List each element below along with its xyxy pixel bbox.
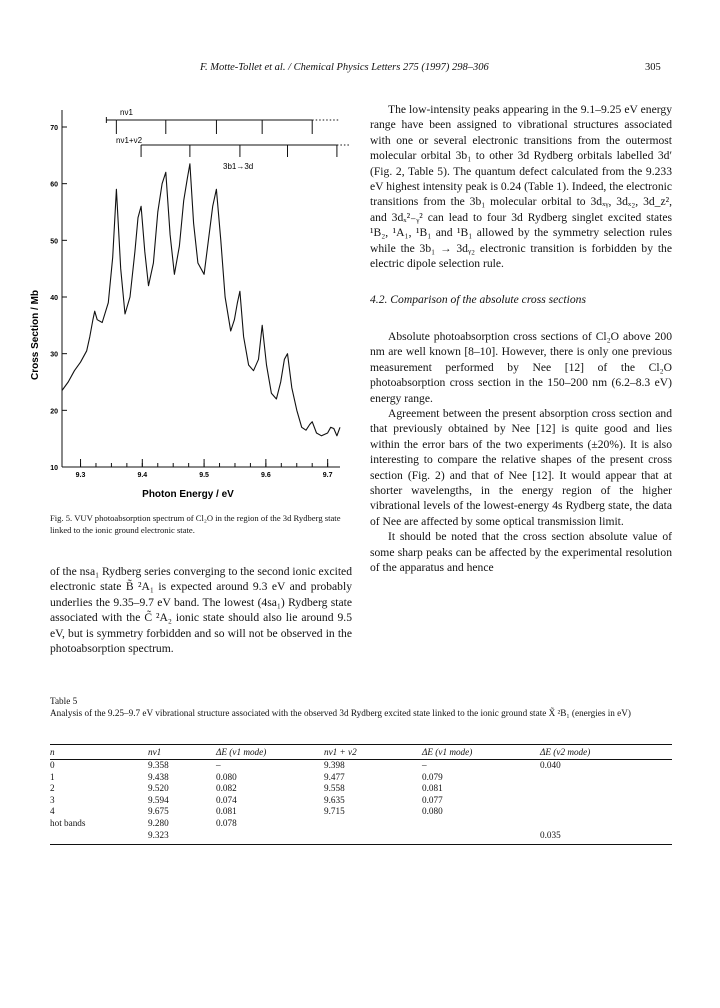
spectrum-line — [62, 164, 340, 436]
paragraph: Agreement between the present absorption cross section and that previously obtained by Nee [12] is quite good and lies within the error bars of the two experiments (±20%). It is also interesting to compare the relative shapes of the present cross section (Fig. 2) and that of Nee [12]. It would appear that at shorter wavelengths, in the energy region of the higher vibrational levels of the lowest-energy 4s Rydberg state, the data of Nee are affected by some optical transmission limit. — [370, 406, 672, 528]
y-ticks — [50, 125, 67, 472]
annotation-nv1-v2: nν1+ν2 — [116, 136, 143, 145]
table-cell — [540, 818, 672, 830]
x-tick-label: 9.3 — [75, 472, 86, 479]
table-cell: 3 — [50, 794, 55, 805]
table-header-cell: n — [50, 745, 148, 760]
table-cell: 2 — [50, 783, 55, 794]
table-cell: 0.081 — [422, 783, 443, 794]
figure-5 — [20, 95, 350, 505]
paragraph: It should be noted that the cross section absolute value of some sharp peaks can be affected by the experimental resolution of the apparatus and hence — [370, 530, 672, 574]
y-tick-label: 20 — [50, 408, 58, 416]
x-tick-label: 9.7 — [322, 472, 333, 479]
table-cell: 0.080 — [422, 806, 443, 817]
table-cell: 0.074 — [216, 794, 237, 805]
x-ticks — [76, 459, 333, 479]
table-cell: 9.594 — [148, 794, 169, 805]
table-cell: 9.438 — [148, 771, 169, 782]
paragraph: of the nsa₁ Rydberg series converging to the second ionic excited electronic state B̃ ²A₁ is expected around 9.3 eV and probably underlies the 9.35–9.7 eV band. The lowest (4sa₁) Rydberg state associated with the C̃ ²A₂ ionic state should also lie around 9.5 eV, but is symmetry forbidden and so will not be observed in the photoabsorption spectrum. — [50, 565, 352, 656]
table-row — [50, 783, 672, 795]
table-title: Table 5 — [50, 696, 78, 706]
table-cell: hot bands — [50, 817, 86, 828]
x-tick-label: 9.6 — [260, 472, 271, 479]
table-cell: 0.077 — [422, 794, 443, 805]
table-cell: – — [216, 760, 221, 770]
table-cell: 1 — [50, 771, 55, 782]
table-cell: 0.082 — [216, 783, 237, 794]
table-row — [50, 818, 672, 830]
table-cell: 0.040 — [540, 760, 561, 770]
table-cell: – — [422, 760, 427, 770]
y-tick-label: 30 — [50, 351, 58, 359]
figure-caption: Fig. 5. VUV photoabsorption spectrum of Cl₂O in the region of the 3d Rydberg state linked to the ionic ground electronic state. — [50, 513, 341, 535]
annotation-nv1: nν1 — [120, 108, 133, 117]
table-cell: 0.080 — [216, 771, 237, 782]
table-cell: 9.358 — [148, 760, 169, 770]
table-cell — [324, 830, 422, 845]
table-header-cell: ΔE (ν1 mode) — [216, 745, 324, 760]
table-cell: 9.520 — [148, 783, 169, 794]
annotation-3b1-3d: 3b1→3d — [223, 162, 254, 171]
table-cell: 4 — [50, 806, 55, 817]
table-cell: 9.635 — [324, 794, 345, 805]
table-caption: Analysis of the 9.25–9.7 eV vibrational structure associated with the observed 3d Rydberg excited state linked to the ionic ground state X̃ ²B₁ (energies in eV) — [50, 708, 631, 718]
table-header-cell: nν1 — [148, 745, 216, 760]
table-header-cell: nν1 + ν2 — [324, 745, 422, 760]
table-cell — [540, 772, 672, 784]
table-row — [50, 772, 672, 784]
x-tick-label: 9.5 — [199, 472, 209, 479]
table-cell: 0.078 — [216, 817, 237, 828]
table-cell — [540, 806, 672, 818]
table-cell: 9.398 — [324, 760, 345, 770]
table-cell — [422, 818, 540, 830]
table-cell: 9.323 — [148, 830, 216, 845]
running-head: F. Motte-Tollet et al. / Chemical Physics Letters 275 (1997) 298–306 — [200, 62, 489, 73]
x-axis-label: Photon Energy / eV — [142, 489, 234, 500]
table-cell: 0.081 — [216, 806, 237, 817]
assignment-combs — [106, 117, 350, 157]
spectrum-chart — [20, 95, 350, 505]
y-tick-label: 60 — [50, 181, 58, 189]
table-cell: 0 — [50, 760, 55, 770]
table-cell: 9.715 — [324, 806, 345, 817]
spectrum-series — [62, 164, 340, 436]
table-cell: 9.675 — [148, 806, 169, 817]
table-cell — [540, 783, 672, 795]
table-cell — [216, 830, 324, 845]
table-cell — [540, 795, 672, 807]
section-heading: 4.2. Comparison of the absolute cross sections — [370, 293, 586, 307]
y-tick-label: 50 — [50, 238, 58, 246]
y-tick-label: 70 — [50, 125, 58, 132]
table-header-row — [50, 745, 672, 760]
table-cell: 9.558 — [324, 783, 345, 794]
paragraph: The low-intensity peaks appearing in the 9.1–9.25 eV energy range have been assigned to vibrational structures associated with one or several electronic transitions from the outermost molecular orbital 3b₁ to other 3d Rydberg orbitals labelled 3d′ (Fig. 2, Table 5). The quantum defect calculated from the 9.233 eV highest intensity peak is 0.24 (Table 1). Indeed, the electronic transitions from the 3b₁ molecular orbital to 3dₓᵧ, 3dₓ₂, 3d_z², and 3dₓ²₋ᵧ² can lead to four 3d Rydberg singlet excited states ¹B₂, ¹A₁, ¹B₁ and ¹B₁ allowed by the symmetry selection rules while the 3b₁ → 3dᵧ₂ electronic transition is forbidden by the electric dipole selection rule. — [370, 103, 672, 271]
table-cell: 9.280 — [148, 817, 169, 828]
table-header-cell: ΔE (ν1 mode) — [422, 745, 540, 760]
table-cell — [422, 830, 540, 845]
table-row — [50, 760, 672, 772]
y-tick-label: 10 — [50, 465, 58, 472]
table-cell: 0.079 — [422, 771, 443, 782]
table-cell — [324, 818, 422, 830]
right-column — [370, 102, 672, 575]
page-number: 305 — [645, 62, 661, 73]
table-cell — [50, 830, 148, 845]
table-cell: 9.477 — [324, 771, 345, 782]
x-tick-label: 9.4 — [137, 472, 148, 479]
y-tick-label: 40 — [50, 295, 58, 302]
paragraph: Absolute photoabsorption cross sections of Cl₂O above 200 nm are well known [8–10]. However, there is only one previous measurement performed by Nee [12] of the Cl₂O photoabsorption cross section in the 150–200 nm (6.2–8.3 eV) energy range. — [370, 329, 672, 405]
table-row — [50, 806, 672, 818]
table-5 — [50, 696, 672, 840]
table-cell: 0.035 — [540, 830, 672, 845]
chart-axes — [62, 110, 340, 467]
table-row — [50, 830, 672, 845]
table-header-cell: ΔE (ν2 mode) — [540, 745, 672, 760]
running-header — [0, 62, 720, 78]
y-axis-label: Cross Section / Mb — [30, 289, 41, 381]
table-row — [50, 795, 672, 807]
data-table — [50, 744, 672, 845]
left-column — [50, 564, 352, 656]
